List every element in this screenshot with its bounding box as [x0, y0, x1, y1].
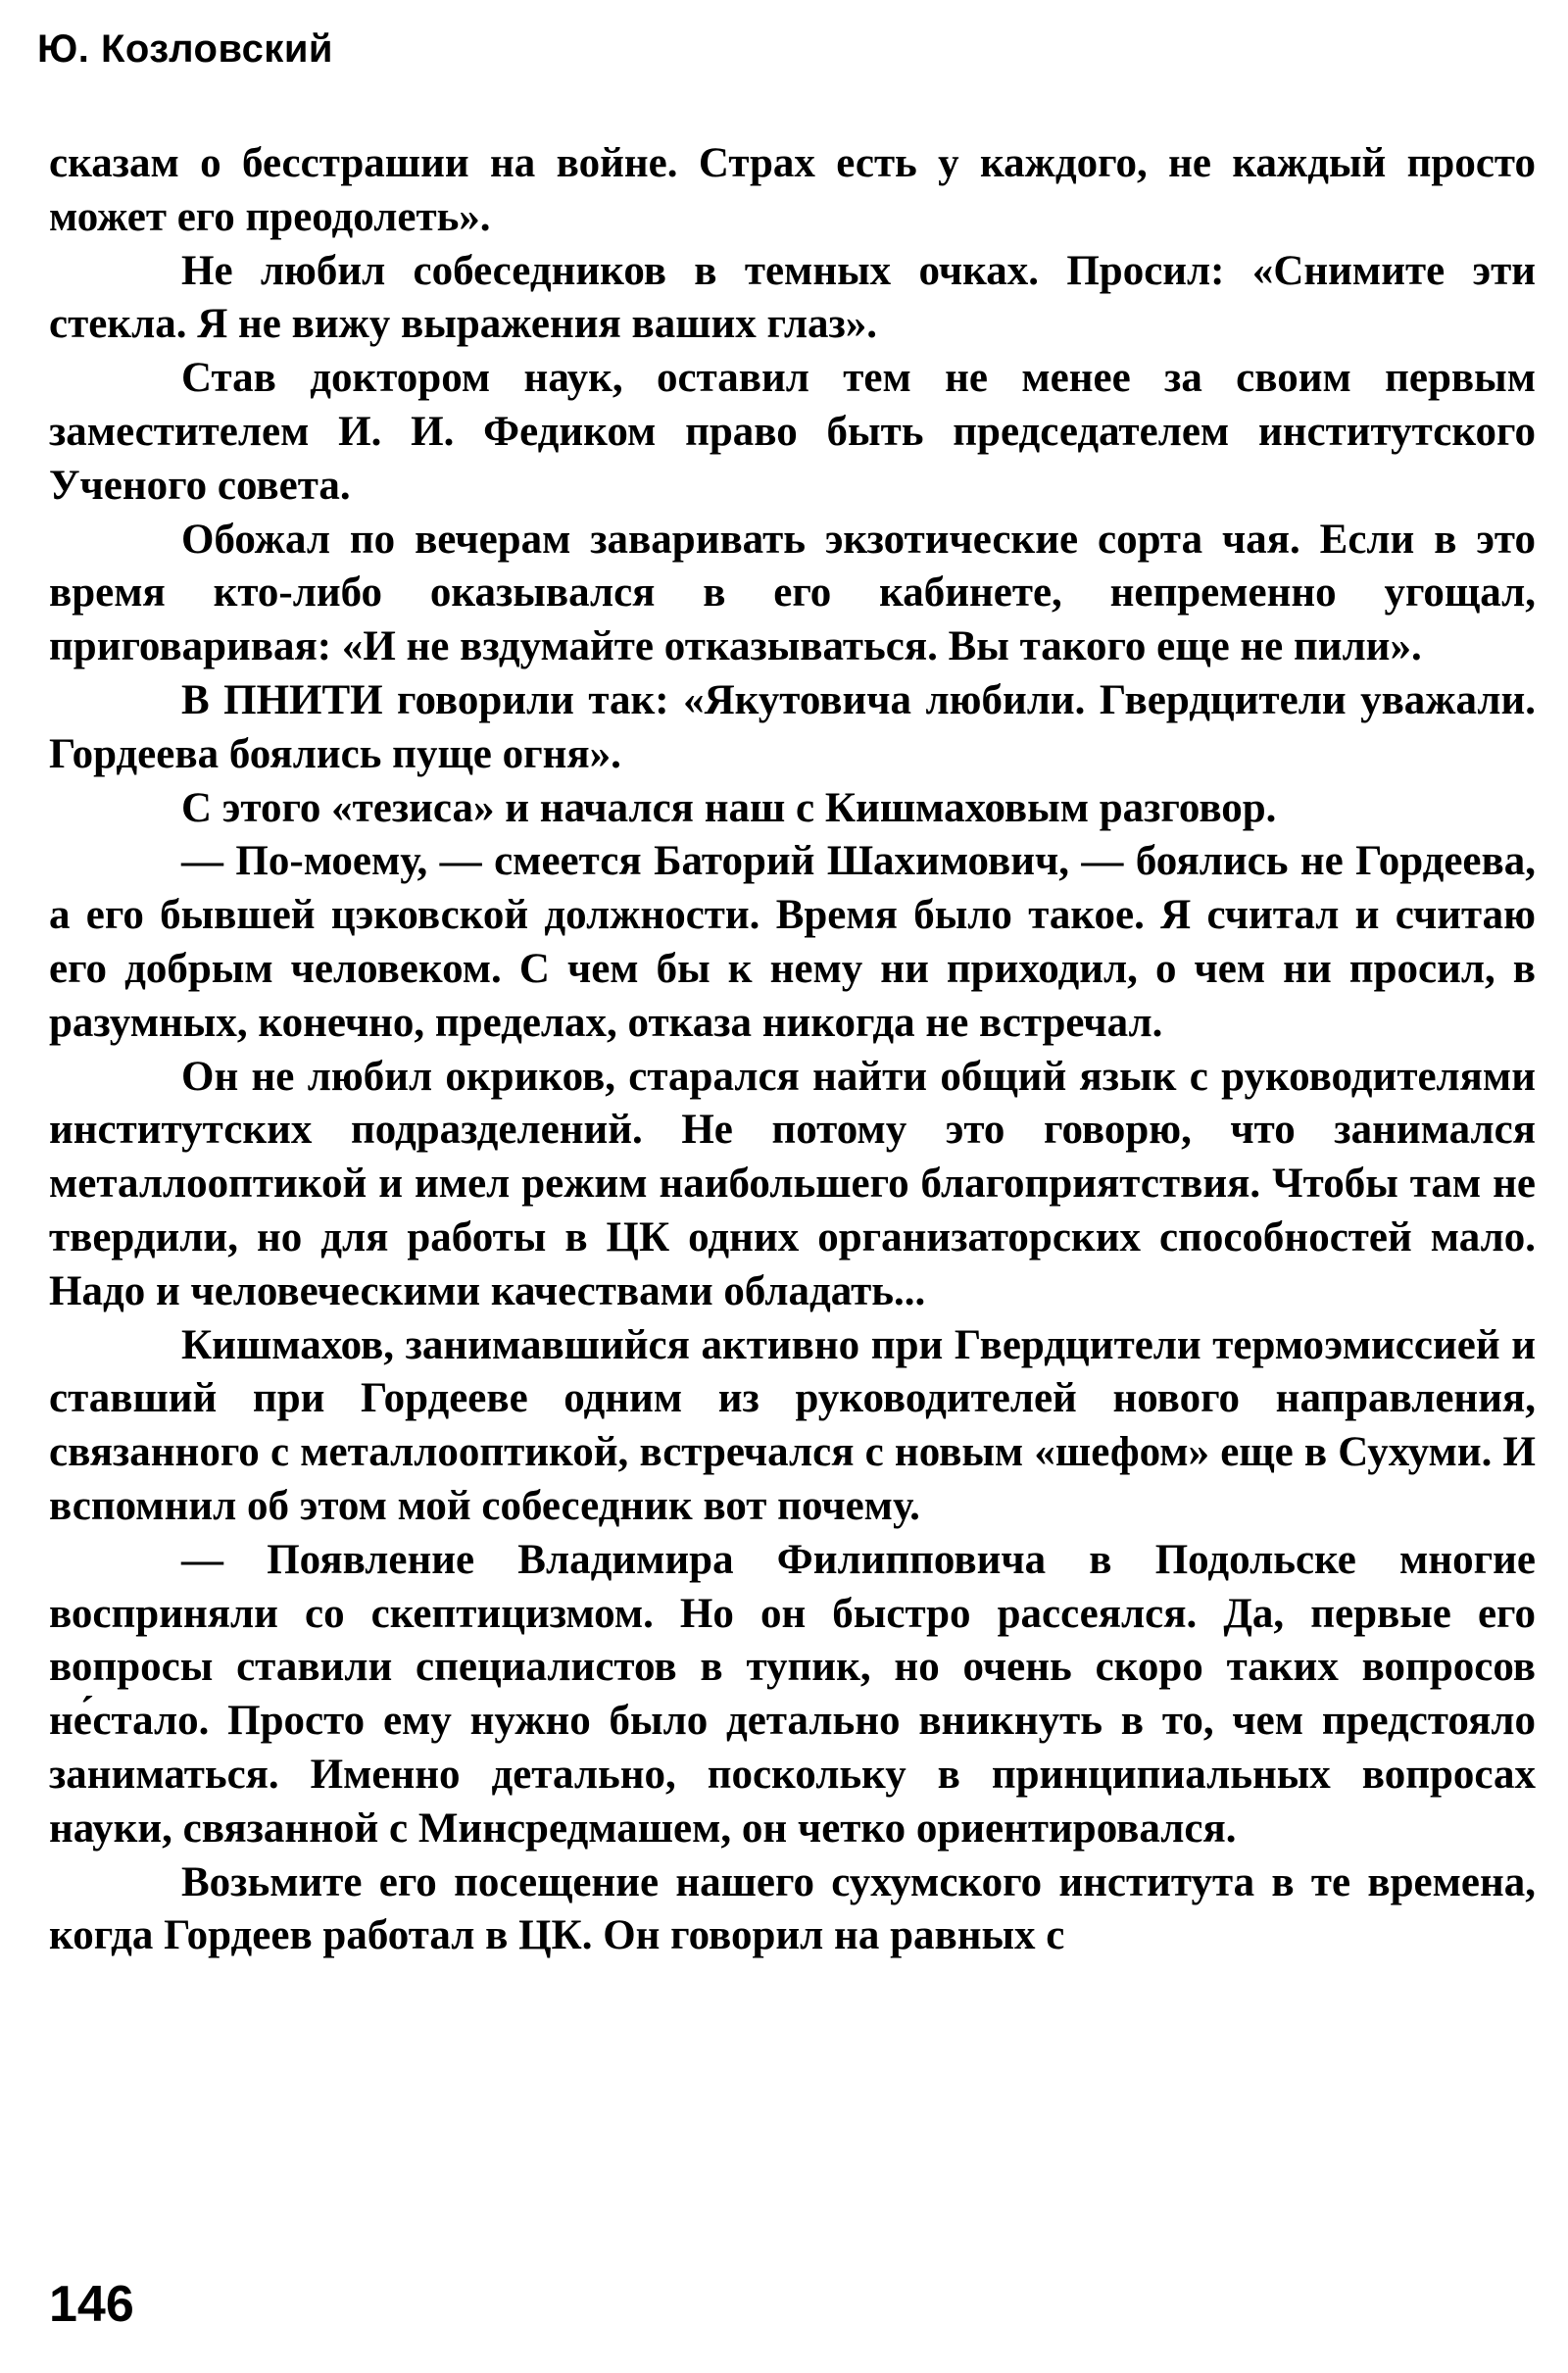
- body-text: [49, 137, 1536, 1963]
- paragraph-9: Кишмахов, занимавшийся активно при Гвердцители термоэмиссией и ставший при Гордееве одним из руководителей нового направления, связанного с металлооптикой, встречался с новым «шефом» еще в Сухуми. И вспомнил об этом мой собеседник вот почему.: [49, 1321, 1536, 1529]
- page-number: 146: [49, 2276, 134, 2333]
- paragraph-6: С этого «тезиса» и начался наш с Кишмаховым разговор.: [181, 784, 1277, 831]
- paragraph-8: Он не любил окриков, старался найти общий язык с руководителями институтских подразделений. Не потому это говорю, что занимался металлооптикой и имел режим наибольшего благоприятствия. Чтобы там не твердили, но для работы в ЦК одних организаторских способностей мало. Надо и человеческими качествами обладать...: [49, 1053, 1536, 1314]
- paragraph-1: сказам о бесстрашии на войне. Страх есть у каждого, не каждый просто может его преодолеть».: [49, 140, 1536, 240]
- paragraph-2: Не любил собеседников в темных очках. Просил: «Снимите эти стекла. Я не вижу выражения ваших глаз».: [49, 247, 1536, 348]
- paragraph-11: Возьмите его посещение нашего сухумского института в те времена, когда Гордеев работал в ЦК. Он говорил на равных с: [49, 1858, 1536, 1959]
- paragraph-5: В ПНИТИ говорили так: «Якутовича любили. Гвердцители уважали. Гордеева боялись пуще огня».: [49, 676, 1536, 777]
- paragraph-4: Обожал по вечерам заваривать экзотические сорта чая. Если в это время кто-либо оказывался в его кабинете, непременно угощал, приговаривая: «И не вздумайте отказываться. Вы такого еще не пили».: [49, 516, 1536, 670]
- paragraph-3: Став доктором наук, оставил тем не менее за своим первым заместителем И. И. Федиком право быть председателем институтского Ученого совета.: [49, 355, 1536, 509]
- paragraph-10: — Появление Владимира Филипповича в Подольске многие восприняли со скептицизмом. Но он быстро рассеялся. Да, первые его вопросы ставили специалистов в тупик, но очень скоро таких вопросов не́стало. Просто ему нужно было детально вникнуть в то, чем предстояло заниматься. Именно детально, поскольку в принципиальных вопросах науки, связанной с Минсредмашем, он четко ориентировался.: [49, 1536, 1536, 1852]
- paragraph-7: — По-моему, — смеется Баторий Шахимович, — боялись не Гордеева, а его бывшей цэковской должности. Время было такое. Я считал и считаю его добрым человеком. С чем бы к нему ни приходил, о чем ни просил, в разумных, конечно, пределах, отказа никогда не встречал.: [49, 838, 1536, 1046]
- running-title: Ю. Козловский: [37, 27, 334, 71]
